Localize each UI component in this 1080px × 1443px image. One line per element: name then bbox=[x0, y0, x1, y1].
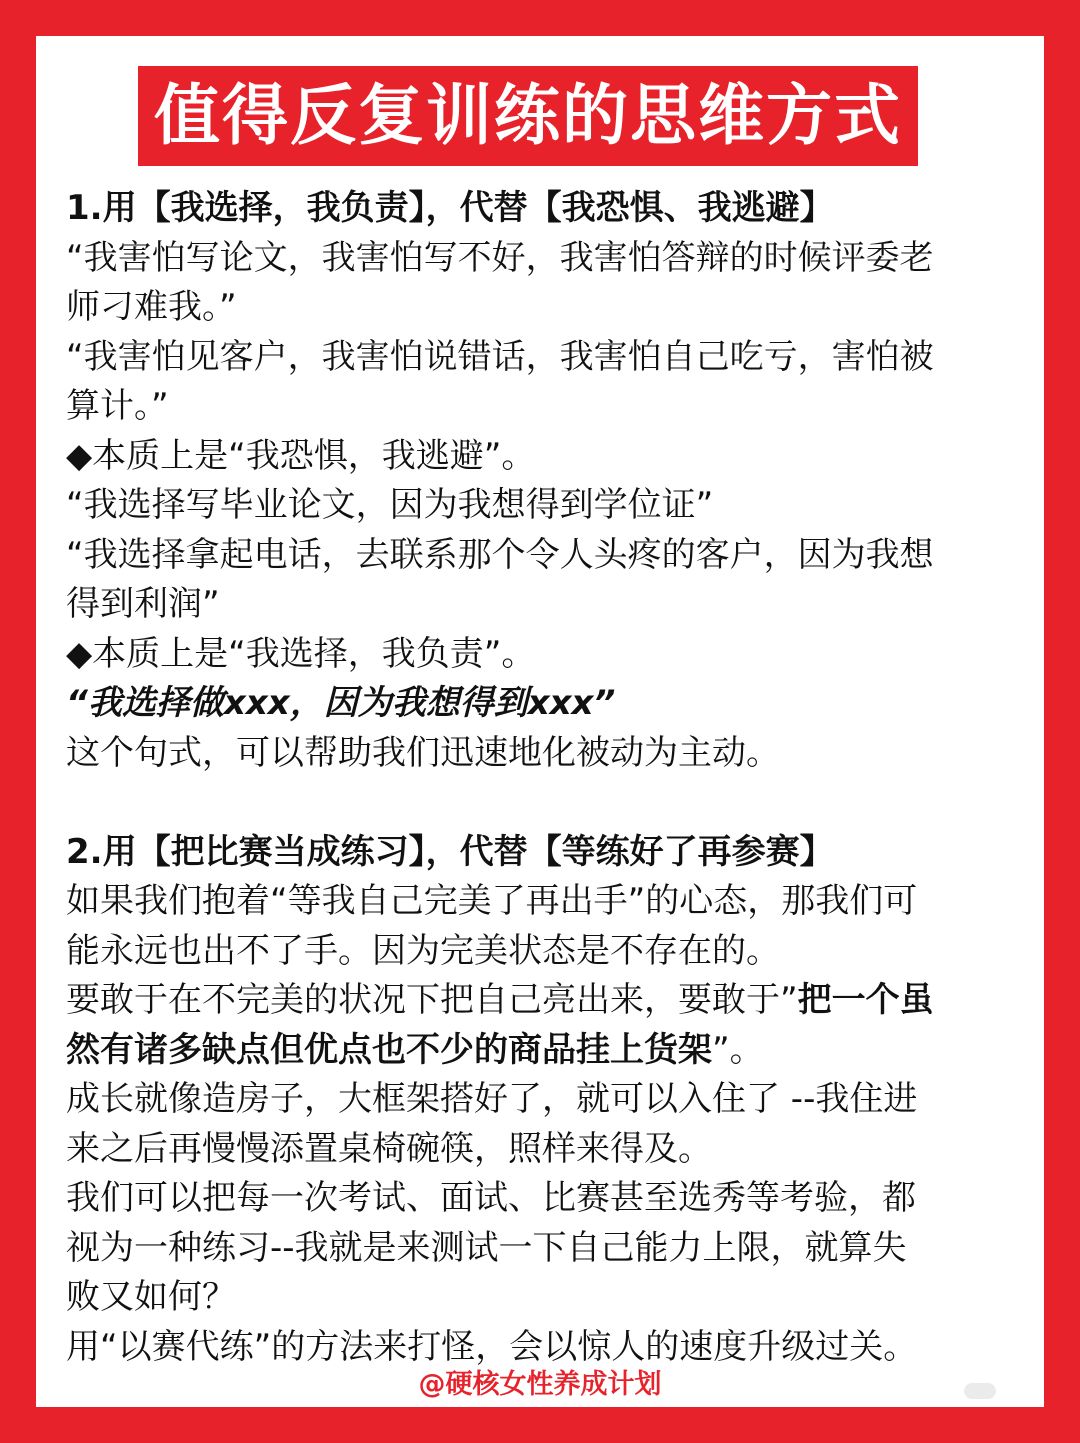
paragraph-line: 来之后再慢慢添置桌椅碗筷，照样来得及。 bbox=[66, 1128, 712, 1169]
paragraph-line: “我选择写毕业论文，因为我想得到学位证” bbox=[66, 485, 714, 525]
paragraph-line: ◆本质上是“我选择，我负责”。 bbox=[66, 633, 536, 674]
plain-text: 要敢于在不完美的状况下把自己亮出来，要敢于” bbox=[66, 980, 798, 1020]
paragraph-line: 能永远也出不了手。因为完美状态是不存在的。 bbox=[66, 930, 780, 971]
mixed-line bbox=[66, 1026, 1016, 1076]
section-1-conclusion: 这个句式，可以帮助我们迅速地化被动为主动。 bbox=[66, 732, 780, 773]
paragraph-line: “我选择拿起电话，去联系那个令人头疼的客户，因为我想 bbox=[66, 534, 934, 575]
author-watermark: @硬核女性养成计划 bbox=[418, 1369, 662, 1400]
paragraph-line: 视为一种练习--我就是来测试一下自己能力上限，就算失 bbox=[66, 1227, 907, 1268]
paragraph-line: 用“以赛代练”的方法来打怪，会以惊人的速度升级过关。 bbox=[66, 1326, 918, 1367]
paragraph-line: 如果我们抱着“等我自己完美了再出手”的心态，那我们可 bbox=[66, 881, 918, 921]
section-spacer bbox=[66, 778, 1016, 828]
paragraph-line: 我们可以把每一次考试、面试、比赛甚至选秀等考验，都 bbox=[66, 1178, 916, 1218]
emphasis-text: 然有诸多缺点但优点也不少的商品挂上货架 bbox=[66, 1029, 712, 1070]
paragraph-line: 得到利润” bbox=[66, 584, 220, 624]
emphasis-text: 把一个虽 bbox=[797, 980, 934, 1020]
paragraph-line: ◆本质上是“我恐惧，我逃避”。 bbox=[66, 435, 536, 476]
paragraph-line: “我害怕写论文，我害怕写不好，我害怕答辩的时候评委老 bbox=[66, 237, 934, 278]
corner-logo bbox=[964, 1383, 996, 1399]
paragraph-line: 败又如何？ bbox=[66, 1277, 236, 1317]
page-title: 值得反复训练的思维方式 bbox=[154, 77, 902, 154]
title-banner bbox=[138, 66, 918, 166]
section-1-heading: 1.用【我选择，我负责】，代替【我恐惧、我逃避】 bbox=[66, 188, 834, 228]
paragraph-line: 算计。” bbox=[66, 386, 169, 426]
paragraph-line: 成长就像造房子，大框架搭好了，就可以入住了 --我住进 bbox=[66, 1079, 918, 1119]
page-card bbox=[36, 36, 1044, 1407]
section-2-heading: 2.用【把比赛当成练习】，代替【等练好了再参赛】 bbox=[66, 831, 834, 872]
paragraph-line: “我害怕见客户，我害怕说错话，我害怕自己吃亏，害怕被 bbox=[66, 336, 934, 377]
key-phrase: “我选择做xxx，因为我想得到xxx” bbox=[66, 683, 616, 723]
mixed-line bbox=[66, 976, 1016, 1026]
article-content bbox=[66, 184, 1016, 1372]
paragraph-line: 师刁难我。” bbox=[66, 287, 237, 327]
plain-text: ”。 bbox=[712, 1029, 764, 1070]
